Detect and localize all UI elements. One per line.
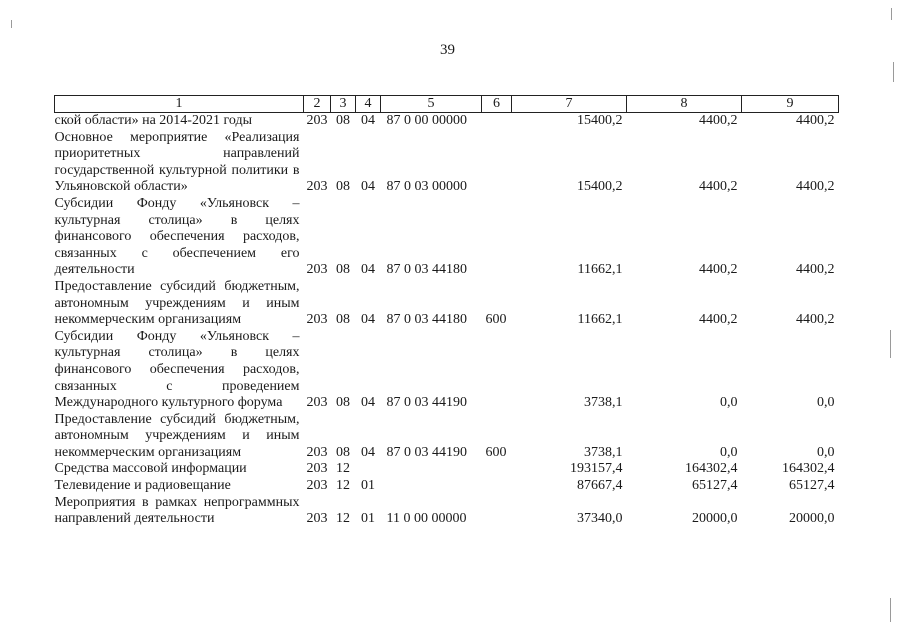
amount-2020-cell: 20000,0 bbox=[692, 511, 738, 527]
table-row bbox=[55, 329, 839, 412]
code-cell: 203 bbox=[306, 461, 328, 477]
expense-type-cell bbox=[482, 461, 512, 478]
column-header-7: 7 bbox=[512, 96, 627, 113]
amount-2020-cell: 164302,4 bbox=[685, 461, 738, 477]
description-cell: Субсидии Фонду «Ульяновск – культурная столица» в целях финансового обеспечения расходов, связанных с обеспечением его деятельности bbox=[54, 195, 300, 278]
amount-2019-cell: 87667,4 bbox=[577, 478, 623, 494]
column-header-5: 5 bbox=[381, 96, 482, 113]
table-body bbox=[55, 113, 839, 528]
column-header-6: 6 bbox=[482, 96, 512, 113]
target-article-cell: 87 0 00 00000 bbox=[386, 113, 467, 128]
target-article-cell bbox=[381, 478, 482, 495]
amount-2019-cell: 3738,1 bbox=[584, 444, 623, 460]
budget-table bbox=[54, 95, 839, 528]
code-cell: 203 bbox=[306, 113, 328, 128]
table-row bbox=[55, 412, 839, 462]
amount-2021-cell: 4400,2 bbox=[796, 262, 835, 278]
scan-mark-top-right bbox=[891, 8, 892, 20]
amount-2021-cell: 0,0 bbox=[817, 444, 835, 460]
amount-2019-cell: 11662,1 bbox=[577, 262, 623, 278]
subsection-cell bbox=[356, 461, 381, 478]
section-cell: 08 bbox=[336, 312, 350, 328]
subsection-cell: 04 bbox=[361, 113, 375, 128]
section-cell: 12 bbox=[336, 511, 350, 527]
description-cell: Средства массовой информации bbox=[54, 461, 247, 477]
amount-2020-cell: 0,0 bbox=[720, 444, 738, 460]
table-row bbox=[55, 495, 839, 528]
amount-2021-cell: 65127,4 bbox=[789, 478, 835, 494]
target-article-cell: 87 0 03 00000 bbox=[386, 179, 467, 195]
expense-type-cell: 600 bbox=[485, 312, 507, 328]
column-header-9: 9 bbox=[742, 96, 839, 113]
column-header-8: 8 bbox=[627, 96, 742, 113]
amount-2021-cell: 4400,2 bbox=[796, 312, 835, 328]
amount-2019-cell: 37340,0 bbox=[577, 511, 623, 527]
table-row bbox=[55, 196, 839, 279]
header-row bbox=[55, 96, 839, 113]
description-cell: Основное мероприятие «Реализация приоритетных направлений государственной культурной политики в Ульяновской области» bbox=[54, 129, 300, 195]
amount-2019-cell: 15400,2 bbox=[577, 113, 623, 128]
expense-type-cell: 600 bbox=[485, 444, 507, 460]
scan-mark-right-1 bbox=[893, 62, 894, 82]
scan-mark-right-2 bbox=[890, 330, 891, 358]
expense-type-cell bbox=[482, 130, 512, 196]
code-cell: 203 bbox=[306, 262, 328, 278]
amount-2020-cell: 4400,2 bbox=[699, 262, 738, 278]
scan-mark-right-3 bbox=[890, 598, 891, 622]
subsection-cell: 01 bbox=[361, 478, 375, 494]
table-row bbox=[55, 279, 839, 329]
table-row bbox=[55, 478, 839, 495]
description-cell: Предоставление субсидий бюджетным, автономным учреждениям и иным некоммерческим организациям bbox=[54, 278, 300, 328]
description-cell: ской области» на 2014-2021 годы bbox=[54, 113, 252, 128]
amount-2020-cell: 4400,2 bbox=[699, 113, 738, 128]
section-cell: 12 bbox=[336, 461, 350, 477]
subsection-cell: 04 bbox=[361, 312, 375, 328]
expense-type-cell bbox=[482, 329, 512, 412]
scan-mark-top-left bbox=[11, 20, 12, 28]
target-article-cell: 11 0 00 00000 bbox=[386, 511, 467, 527]
amount-2019-cell: 15400,2 bbox=[577, 179, 623, 195]
subsection-cell: 01 bbox=[361, 511, 375, 527]
target-article-cell: 87 0 03 44180 bbox=[386, 312, 467, 328]
table-row bbox=[55, 130, 839, 196]
expense-type-cell bbox=[482, 196, 512, 279]
amount-2019-cell: 3738,1 bbox=[584, 395, 623, 411]
column-header-4: 4 bbox=[356, 96, 381, 113]
subsection-cell: 04 bbox=[361, 395, 375, 411]
code-cell: 203 bbox=[306, 312, 328, 328]
table-row bbox=[55, 113, 839, 130]
code-cell: 203 bbox=[306, 395, 328, 411]
code-cell: 203 bbox=[306, 511, 328, 527]
section-cell: 08 bbox=[336, 395, 350, 411]
subsection-cell: 04 bbox=[361, 262, 375, 278]
description-cell: Предоставление субсидий бюджетным, автономным учреждениям и иным некоммерческим организациям bbox=[54, 411, 300, 460]
code-cell: 203 bbox=[306, 179, 328, 195]
section-cell: 08 bbox=[336, 113, 350, 128]
expense-type-cell bbox=[482, 495, 512, 528]
section-cell: 12 bbox=[336, 478, 350, 494]
description-cell: Мероприятия в рамках непрограммных направлений деятельности bbox=[54, 494, 300, 527]
expense-type-cell bbox=[482, 113, 512, 130]
subsection-cell: 04 bbox=[361, 444, 375, 460]
amount-2021-cell: 20000,0 bbox=[789, 511, 835, 527]
amount-2020-cell: 0,0 bbox=[720, 395, 738, 411]
section-cell: 08 bbox=[336, 444, 350, 460]
column-header-1: 1 bbox=[55, 96, 304, 113]
amount-2021-cell: 0,0 bbox=[817, 395, 835, 411]
target-article-cell bbox=[381, 461, 482, 478]
amount-2021-cell: 4400,2 bbox=[796, 179, 835, 195]
table-row bbox=[55, 461, 839, 478]
code-cell: 203 bbox=[306, 478, 328, 494]
expense-type-cell bbox=[482, 478, 512, 495]
section-cell: 08 bbox=[336, 179, 350, 195]
page-number: 39 bbox=[440, 42, 455, 58]
description-cell: Телевидение и радиовещание bbox=[54, 478, 231, 494]
target-article-cell: 87 0 03 44190 bbox=[386, 444, 467, 460]
amount-2021-cell: 164302,4 bbox=[782, 461, 835, 477]
amount-2020-cell: 65127,4 bbox=[692, 478, 738, 494]
amount-2019-cell: 193157,4 bbox=[570, 461, 623, 477]
subsection-cell: 04 bbox=[361, 179, 375, 195]
description-cell: Субсидии Фонду «Ульяновск – культурная столица» в целях финансового обеспечения расходов, связанных с проведением Международного культурного форума bbox=[54, 328, 300, 411]
code-cell: 203 bbox=[306, 444, 328, 460]
amount-2019-cell: 11662,1 bbox=[577, 312, 623, 328]
target-article-cell: 87 0 03 44190 bbox=[386, 395, 467, 411]
column-header-3: 3 bbox=[331, 96, 356, 113]
amount-2021-cell: 4400,2 bbox=[796, 113, 835, 128]
column-header-2: 2 bbox=[304, 96, 331, 113]
amount-2020-cell: 4400,2 bbox=[699, 179, 738, 195]
section-cell: 08 bbox=[336, 262, 350, 278]
target-article-cell: 87 0 03 44180 bbox=[386, 262, 467, 278]
amount-2020-cell: 4400,2 bbox=[699, 312, 738, 328]
